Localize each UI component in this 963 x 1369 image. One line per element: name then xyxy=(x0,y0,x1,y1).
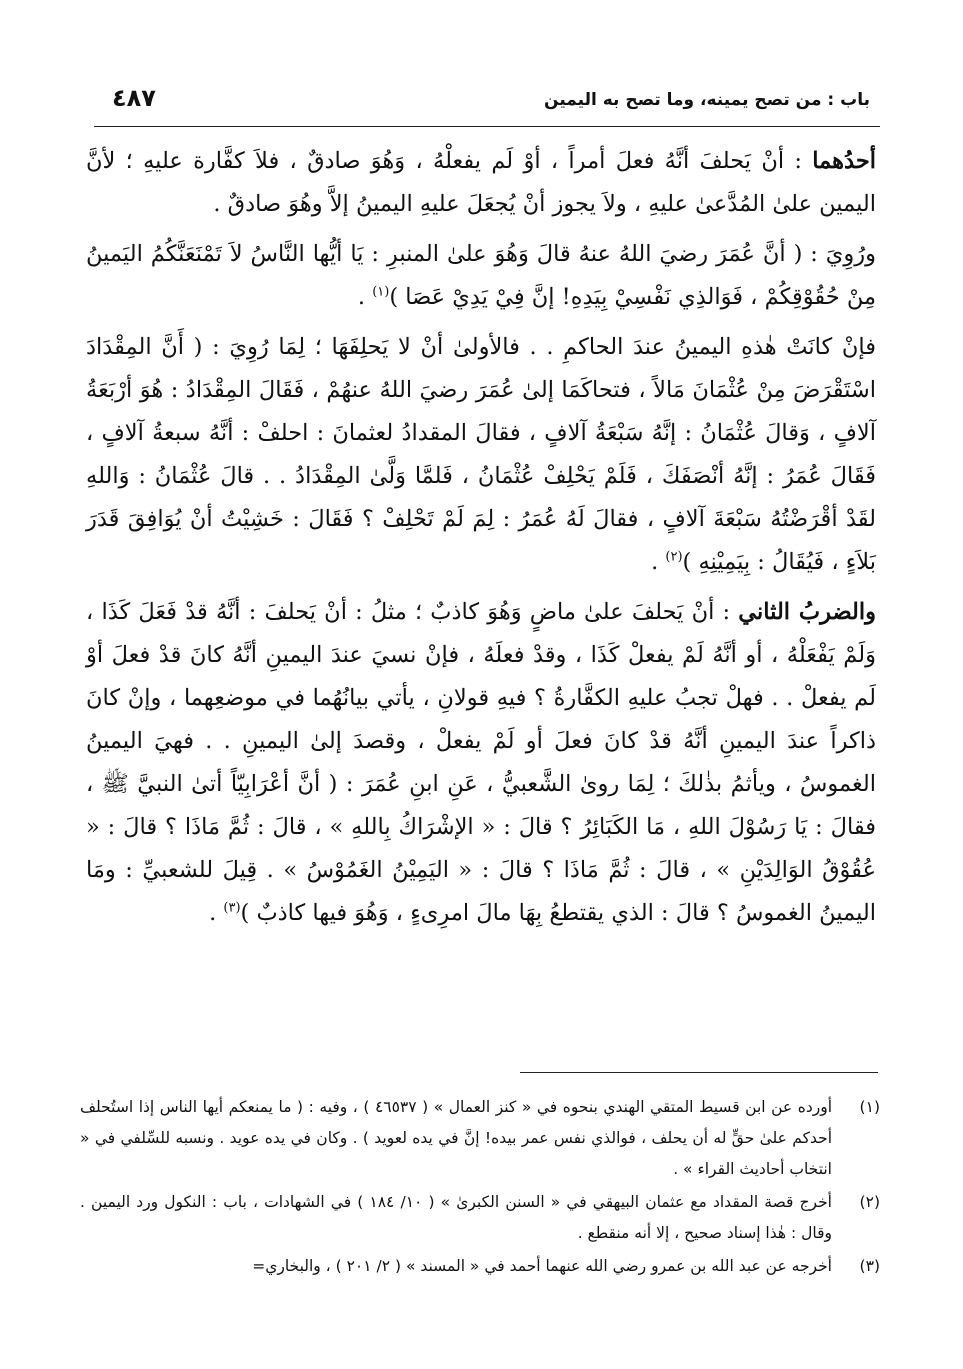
header-divider xyxy=(94,126,880,127)
footnote-divider xyxy=(520,1072,878,1073)
footnote-text: أخرجه عن عبد الله بن عمرو رضي الله عنهما أحمد في « المسند » ( ٢/ ٢٠١ ) ، والبخاري= xyxy=(252,1257,832,1275)
paragraph-tail: . xyxy=(651,549,666,575)
paragraph-tail: . xyxy=(357,284,373,310)
footnote-ref[interactable]: (٢) xyxy=(665,549,683,565)
footnote-text: أخرج قصة المقداد مع عثمان البيهقي في « السنن الكبرىٰ » ( ١٠/ ١٨٤ ) في الشهادات ، باب : النكول ورد اليمين . وقال : هٰذا إسناد صحيح ، إلا أنه منقطع . xyxy=(80,1193,832,1242)
footnotes xyxy=(80,1092,880,1284)
footnote-number: (٣) xyxy=(859,1257,880,1275)
paragraph-text: فإنْ كانَتْ هٰذهِ اليمينُ عندَ الحاكمِ . . فالأولىٰ أنْ لا يَحلِفَهَا ؛ لِمَا رُوِيَ : ( أَنَّ المِقْدَادَ اسْتَقْرَضَ مِنْ عُثْمَانَ مَالاً ، فتحاكَمَا إلىٰ عُمَرَ رضيَ اللهُ عنهُمْ ، فَقَالَ المِقْدَادُ : هُوَ أرْبَعَةُ آلافٍ ، وَقالَ عُثْمَانُ : إنَّهُ سَبْعَةُ آلافٍ ، فقالَ المقدادُ لعثمانَ : احلفْ : أنَّهُ سبعةُ آلافٍ ، فَقَالَ عُمَرُ : إنَّهُ أنْصَفَكَ ، فَلَمْ يَحْلِفْ عُثْمَانُ ، فَلمَّا وَلَّىٰ المِقْدَادُ . . قالَ عُثْمَانُ : وَاللهِ لقَدْ أقْرَضْتُهُ سَبْعَةَ آلافٍ ، فقالَ لَهُ عُمَرُ : لِمَ لَمْ تَحْلِفْ ؟ فَقَالَ : خَشِيْتُ أنْ يُوَافِقَ قَدَرَ بَلاَءٍ ، فَيُقَالُ : بِيَمِيْنِهِ ) xyxy=(86,334,876,575)
running-header xyxy=(112,84,870,118)
paragraph-2 xyxy=(86,233,876,319)
paragraph-text: ورُوِيَ : ( أنَّ عُمَرَ رضيَ اللهُ عنهُ قالَ وَهُوَ علىٰ المنبرِ : يَا أيُّها النَّاسُ لاَ تَمْنَعَنَّكُمُ اليَمينُ مِنْ حُقُوْقِكُمْ ، فَوَالذِي نَفْسِيْ بِيَدِهِ! إنَّ فِيْ يَدِيْ عَصَا ) xyxy=(86,241,876,310)
footnote-number: (٢) xyxy=(859,1193,880,1211)
page-number: ٤٨٧ xyxy=(112,84,156,112)
paragraph-1 xyxy=(86,140,876,226)
paragraph-lead: أحدُهما xyxy=(812,148,876,174)
paragraph-text: : أنْ يَحلفَ علىٰ ماضٍ وَهُوَ كاذبٌ ؛ مثلُ : أنْ يَحلفَ : أنَّهُ قدْ فَعَلَ كَذَا ، وَلَمْ يَفْعَلْهُ ، أو أنَّهُ لَمْ يفعلْ كَذَا ، وقدْ فعلَهُ ، فإنْ نسيَ عندَ اليمينِ أنَّهُ كانَ قدْ فعلَ أوْ لَم يفعلْ . . فهلْ تجبُ عليهِ الكفَّارةُ ؟ فيهِ قولانِ ، يأتي بيانُهُما في موضعِهما ، وإنْ كانَ ذاكراً عندَ اليمينِ أنَّهُ قدْ كانَ فعلَ أو لَمْ يفعلْ ، وقصدَ إلىٰ اليمينِ . . فهيَ اليمينُ الغموسُ ، ويأثمُ بذٰلكَ ؛ لِمَا روىٰ الشَّعبيُّ ، عَنِ ابنِ عُمَرَ : ( أنَّ أعْرَابِيّاً أتىٰ النبيَّ ﷺ ، فقالَ : يَا رَسُوْلَ اللهِ ، مَا الكَبَائِرُ ؟ قالَ : « الإشْرَاكُ بِاللهِ » ، قالَ : ثُمَّ مَاذَا ؟ قالَ : « عُقُوْقُ الوَالِدَيْنِ » ، قالَ : ثُمَّ مَاذَا ؟ قالَ : « اليَمِيْنُ الغَمُوْسُ » . قِيلَ للشعبيِّ : ومَا اليمينُ الغموسُ ؟ قالَ : الذي يقتطعُ بِهَا مالَ امرِىءٍ ، وَهُوَ فيها كاذبٌ ) xyxy=(86,599,876,926)
paragraph-tail: . xyxy=(209,900,224,926)
main-body xyxy=(86,140,876,942)
paragraph-lead: والضربُ الثاني xyxy=(738,599,876,625)
footnote-1 xyxy=(80,1092,880,1185)
footnote-text: أورده عن ابن قسيط المتقي الهندي بنحوه في « كنز العمال » ( ٤٦٥٣٧ ) ، وفيه : ( ما يمنعكم أيها الناس إذا استُحلف أحدكم علىٰ حقٍّ له أن يحلف ، فوالذي نفس عمر بيده! إنَّ في يده لعويد ) . وكان في يده عويد . ونسبه للسِّلفي في « انتخاب أحاديث القراء » . xyxy=(80,1098,833,1178)
footnote-2 xyxy=(80,1187,880,1249)
chapter-title: باب : من تصح يمينه، وما تصح به اليمين xyxy=(544,90,870,110)
footnote-number: (١) xyxy=(859,1098,880,1116)
paragraph-3 xyxy=(86,326,876,584)
footnote-3 xyxy=(80,1251,880,1282)
paragraph-4 xyxy=(86,591,876,935)
paragraph-text: : أنْ يَحلفَ أنَّهُ فعلَ أمراً ، أوْ لَم يفعلْهُ ، وَهُوَ صادقٌ ، فلاَ كفَّارة عليهِ ؛ لأنَّ اليمين علىٰ المُدَّعىٰ عليهِ ، ولاَ يجوز أنْ يُجعَلَ عليهِ اليمينُ إلاَّ وهُوَ صادقٌ . xyxy=(86,148,876,217)
footnote-ref[interactable]: (١) xyxy=(372,284,390,300)
footnote-ref[interactable]: (٣) xyxy=(223,900,241,916)
